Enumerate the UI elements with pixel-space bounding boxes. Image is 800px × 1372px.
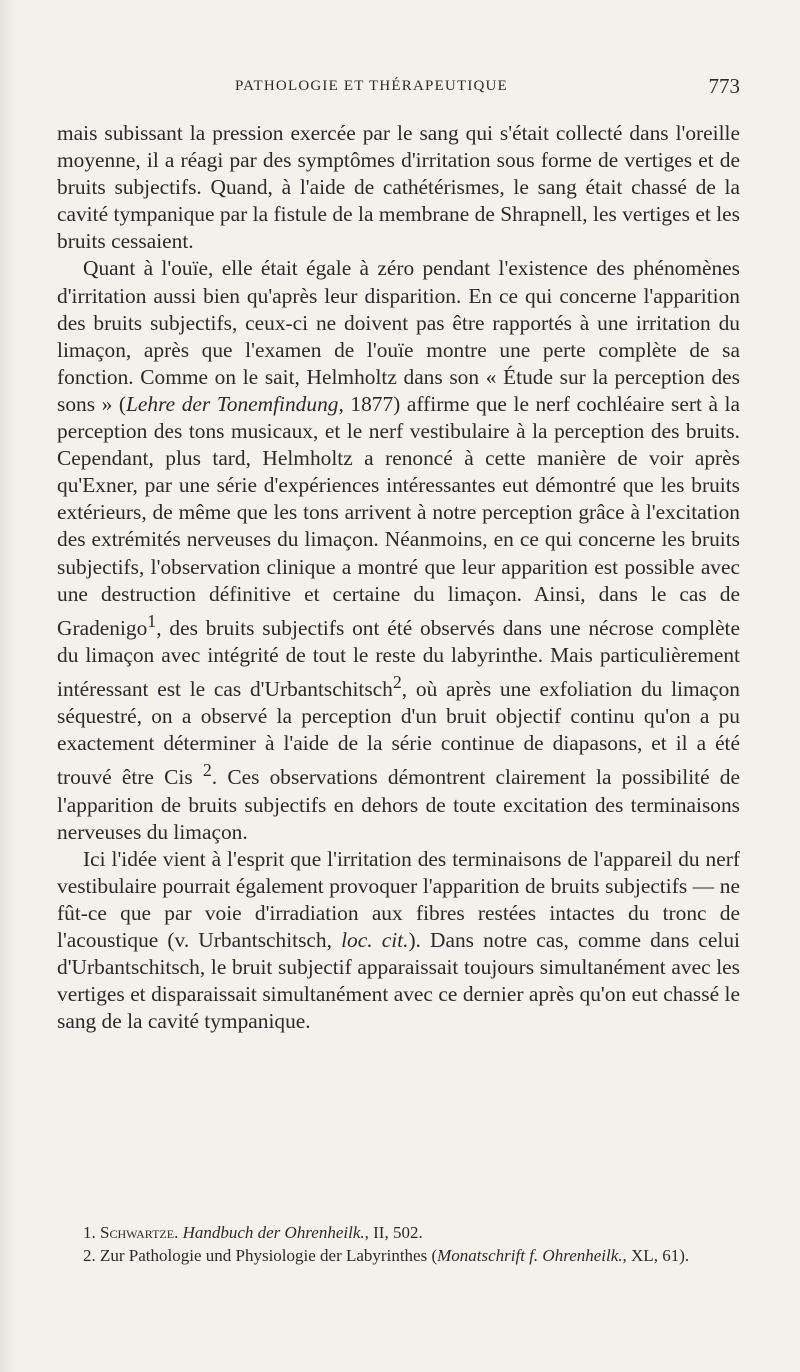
author-name: Schwartze	[100, 1223, 175, 1242]
text-run: Quant à l'ouïe, elle était égale à zéro pendant l'existence des phénomènes d'irritation aussi bien qu'après leur disparition. En ce qui concerne l'apparition des bruits subjectifs, ceux-ci ne doivent pas être rapportés à une irritation du limaçon, après que l'examen de l'ouïe montre une perte complète de sa fonction. Comme on le sait, Helmholtz dans son « Étude sur la perception des sons » (	[57, 256, 740, 416]
footnotes	[57, 1221, 740, 1267]
text-run: 1.	[83, 1223, 100, 1242]
italic-text: Lehre der Tonemfindung	[126, 391, 339, 416]
italic-text: Handbuch der Ohrenheilk.	[182, 1223, 365, 1242]
text-run: ). Dans notre cas, comme dans celui d'Urbantschitsch, le bruit subjectif apparaissait toujours simultanément avec les vertiges et disparaissait simultanément avec ce dernier après qu'on eut chassé le sang de la cavité tympanique.	[57, 928, 740, 1034]
text-run: 2. Zur Pathologie und Physiologie der Labyrinthes (	[83, 1246, 438, 1265]
body-text	[57, 120, 740, 1035]
text-run: , XL, 61).	[622, 1246, 690, 1265]
page-edge-shadow	[0, 0, 14, 1372]
text-run: mais subissant la pression exercée par le sang qui s'était collecté dans l'oreille moyenne, il a réagi par des symptômes d'irritation sous forme de vertiges et de bruits subjectifs. Quand, à l'aide de cathétérismes, le sang était chassé de la cavité tympanique par la fistule de la membrane de Shrapnell, les vertiges et les bruits cessaient.	[57, 121, 740, 254]
footnote-ref: 1	[147, 610, 157, 631]
footnote-ref: 2	[202, 760, 212, 781]
text-run: .	[174, 1223, 183, 1242]
text-run: , II, 502.	[364, 1223, 423, 1242]
paragraph	[57, 255, 740, 845]
text-run: , où après une exfoliation du limaçon séquestré, on a observé la perception d'un bruit objectif continu qu'on a pu exactement déterminer à l'aide de la série continue de diapasons, et il a été trouvé être Cis	[57, 677, 740, 790]
text-run: . Ces observations démontrent clairement la possibilité de l'apparition de bruits subjectifs en dehors de toute excitation des terminaisons nerveuses du limaçon.	[57, 765, 740, 844]
paragraph	[57, 120, 740, 255]
italic-text: loc. cit.	[341, 928, 409, 953]
page-header	[60, 74, 740, 104]
running-title: PATHOLOGIE ET THÉRAPEUTIQUE	[235, 78, 508, 94]
text-run: , des bruits subjectifs ont été observés dans une nécrose complète du limaçon avec intégrité de tout le reste du labyrinthe. Mais particulièrement intéressant est le cas d'Urbantschitsch	[57, 615, 740, 702]
italic-text: Monatschrift f. Ohrenheilk.	[437, 1246, 623, 1265]
footnote-ref: 2	[392, 672, 402, 692]
text-run: , 1877) affirme que le nerf cochléaire sert à la perception des tons musicaux, et le nerf vestibulaire à la perception des bruits. Cependant, plus tard, Helmholtz a renoncé à cette manière de voir après qu'Exner, par une série d'expériences intéressantes eut démontré que les bruits extérieurs, de même que les tons arrivent à notre perception grâce à l'excitation des extrémités nerveuses du limaçon. Néanmoins, en ce qui concerne les bruits subjectifs, l'observation clinique a montré que leur apparition est possible avec une destruction définitive et certaine du limaçon. Ainsi, dans le cas de Gradenigo	[57, 391, 740, 640]
paragraph	[57, 846, 740, 1036]
page-number: 773	[708, 74, 740, 98]
footnote	[57, 1221, 740, 1244]
footnote	[57, 1244, 740, 1267]
text-run: Ici l'idée vient à l'esprit que l'irritation des terminaisons de l'appareil du nerf vestibulaire pourrait également provoquer l'apparition de bruits subjectifs — ne fût-ce que par voie d'irradiation aux fibres restées intactes du tronc de l'acoustique (v. Urbantschitsch,	[57, 846, 740, 953]
